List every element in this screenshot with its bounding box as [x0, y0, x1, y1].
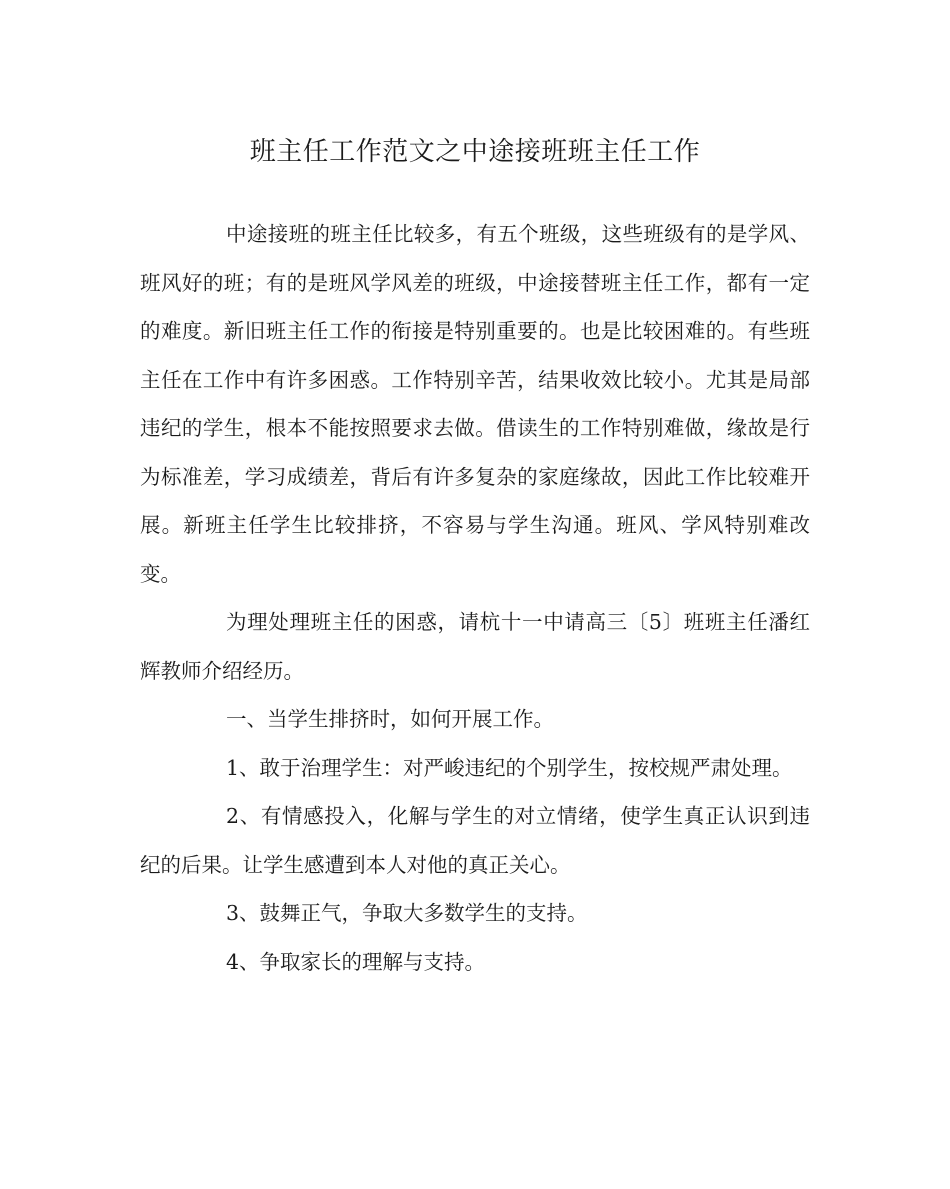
section-heading-1: 一、当学生排挤时，如何开展工作。: [226, 707, 554, 731]
list-item-3: 3、鼓舞正气，争取大多数学生的支持。: [226, 901, 588, 925]
document-body: [140, 210, 810, 986]
list-item-1: 1、敢于治理学生：对严峻违纪的个别学生，按校规严肃处理。: [226, 755, 793, 780]
paragraph-intro: 中途接班的班主任比较多，有五个班级，这些班级有的是学风、班风好的班；有的是班风学风差的班级，中途接替班主任工作，都有一定的难度。新旧班主任工作的衔接是特别重要的。也是比较困难的。有些班主任在工作中有许多困惑。工作特别辛苦，结果收效比较小。尤其是局部违纪的学生，根本不能按照要求去做。借读生的工作特别难做，缘故是行为标准差，学习成绩差，背后有许多复杂的家庭缘故，因此工作比较难开展。新班主任学生比较排挤，不容易与学生沟通。班风、学风特别难改变。: [140, 222, 810, 586]
list-item-2: 2、有情感投入，化解与学生的对立情绪，使学生真正认识到违纪的后果。让学生感遭到本人对他的真正关心。: [140, 804, 810, 877]
list-item-4: 4、争取家长的理解与支持。: [226, 949, 486, 974]
document-title: 班主任工作范文之中途接班班主任工作: [249, 137, 701, 167]
paragraph-invitation: 为理处理班主任的困惑，请杭十一中请高三〔5〕班班主任潘红辉教师介绍经历。: [140, 610, 810, 683]
